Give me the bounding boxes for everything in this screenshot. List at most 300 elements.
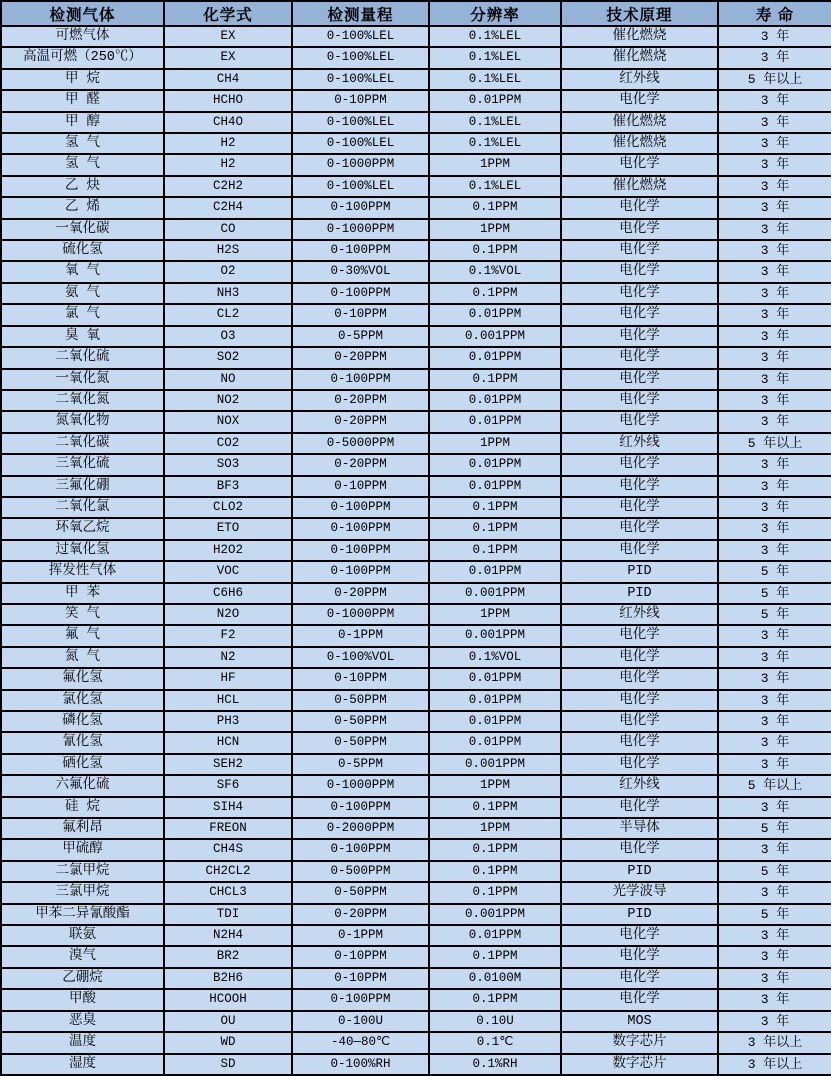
cell-range: 0-1000PPM: [292, 604, 429, 625]
cell-resolution: 1PPM: [429, 433, 561, 454]
cell-principle: 电化学: [561, 797, 718, 818]
cell-formula: PH3: [164, 711, 292, 732]
cell-resolution: 0.10U: [429, 1011, 561, 1032]
cell-principle: 催化燃烧: [561, 112, 718, 133]
cell-gas: 三氯甲烷: [1, 882, 164, 903]
cell-lifespan: 5 年: [718, 604, 831, 625]
cell-gas: 一氧化氮: [1, 369, 164, 390]
cell-range: 0-10PPM: [292, 304, 429, 325]
cell-formula: CH4S: [164, 839, 292, 860]
table-row: [1, 882, 831, 903]
table-row: [1, 219, 831, 240]
cell-range: 0-20PPM: [292, 411, 429, 432]
cell-lifespan: 3 年: [718, 304, 831, 325]
cell-lifespan: 3 年以上: [718, 1054, 831, 1075]
cell-lifespan: 5 年以上: [718, 69, 831, 90]
cell-formula: C2H2: [164, 176, 292, 197]
cell-lifespan: 3 年: [718, 882, 831, 903]
cell-resolution: 0.1PPM: [429, 540, 561, 561]
cell-formula: SEH2: [164, 754, 292, 775]
cell-lifespan: 3 年: [718, 946, 831, 967]
cell-principle: 电化学: [561, 754, 718, 775]
cell-principle: 催化燃烧: [561, 26, 718, 47]
cell-formula: N2O: [164, 604, 292, 625]
cell-resolution: 0.1%LEL: [429, 47, 561, 68]
cell-lifespan: 3 年: [718, 133, 831, 154]
cell-range: 0-100PPM: [292, 518, 429, 539]
cell-range: 0-100U: [292, 1011, 429, 1032]
cell-range: 0-2000PPM: [292, 818, 429, 839]
cell-gas: 硅 烷: [1, 797, 164, 818]
cell-range: 0-10PPM: [292, 968, 429, 989]
cell-lifespan: 5 年以上: [718, 433, 831, 454]
cell-formula: O2: [164, 261, 292, 282]
cell-formula: VOC: [164, 561, 292, 582]
cell-principle: 电化学: [561, 219, 718, 240]
cell-lifespan: 3 年: [718, 347, 831, 368]
cell-principle: 电化学: [561, 390, 718, 411]
table-row: [1, 369, 831, 390]
table-row: [1, 240, 831, 261]
cell-lifespan: 3 年: [718, 989, 831, 1010]
cell-gas: 联氨: [1, 925, 164, 946]
table-row: [1, 540, 831, 561]
cell-resolution: 0.01PPM: [429, 454, 561, 475]
cell-range: 0-100PPM: [292, 240, 429, 261]
cell-principle: 电化学: [561, 518, 718, 539]
cell-principle: 电化学: [561, 647, 718, 668]
cell-gas: 高温可燃（250℃）: [1, 47, 164, 68]
cell-principle: 电化学: [561, 711, 718, 732]
cell-lifespan: 3 年: [718, 176, 831, 197]
cell-resolution: 0.1%LEL: [429, 26, 561, 47]
cell-gas: 甲 醇: [1, 112, 164, 133]
cell-formula: C6H6: [164, 583, 292, 604]
cell-resolution: 1PPM: [429, 604, 561, 625]
cell-resolution: 0.1%RH: [429, 1054, 561, 1075]
cell-formula: CO2: [164, 433, 292, 454]
cell-lifespan: 3 年: [718, 754, 831, 775]
cell-range: 0-100%LEL: [292, 26, 429, 47]
cell-resolution: 0.001PPM: [429, 583, 561, 604]
cell-resolution: 0.1PPM: [429, 518, 561, 539]
cell-principle: 数字芯片: [561, 1054, 718, 1075]
cell-formula: EX: [164, 47, 292, 68]
cell-gas: 氰化氢: [1, 732, 164, 753]
cell-formula: SIH4: [164, 797, 292, 818]
cell-resolution: 1PPM: [429, 818, 561, 839]
cell-gas: 溴气: [1, 946, 164, 967]
cell-lifespan: 3 年: [718, 711, 831, 732]
cell-gas: 氨 气: [1, 283, 164, 304]
cell-principle: PID: [561, 861, 718, 882]
cell-formula: BR2: [164, 946, 292, 967]
cell-formula: FREON: [164, 818, 292, 839]
cell-resolution: 0.01PPM: [429, 561, 561, 582]
cell-principle: 电化学: [561, 261, 718, 282]
header-row: [1, 1, 831, 26]
cell-lifespan: 3 年: [718, 112, 831, 133]
cell-principle: 电化学: [561, 690, 718, 711]
cell-resolution: 0.1%LEL: [429, 69, 561, 90]
cell-lifespan: 3 年: [718, 540, 831, 561]
cell-lifespan: 3 年: [718, 732, 831, 753]
cell-gas: 氯 气: [1, 304, 164, 325]
cell-formula: CH4: [164, 69, 292, 90]
cell-resolution: 0.01PPM: [429, 732, 561, 753]
cell-formula: HCOOH: [164, 989, 292, 1010]
cell-lifespan: 3 年: [718, 26, 831, 47]
cell-range: 0-100%LEL: [292, 133, 429, 154]
cell-gas: 甲苯二异氰酸酯: [1, 904, 164, 925]
cell-resolution: 0.01PPM: [429, 304, 561, 325]
cell-gas: 磷化氢: [1, 711, 164, 732]
table-row: [1, 625, 831, 646]
cell-principle: PID: [561, 904, 718, 925]
cell-resolution: 0.1PPM: [429, 861, 561, 882]
cell-lifespan: 5 年: [718, 904, 831, 925]
cell-gas: 三氟化硼: [1, 476, 164, 497]
table-row: [1, 476, 831, 497]
cell-formula: NOX: [164, 411, 292, 432]
cell-resolution: 0.001PPM: [429, 754, 561, 775]
cell-range: 0-1000PPM: [292, 154, 429, 175]
cell-formula: CHCL3: [164, 882, 292, 903]
table-row: [1, 754, 831, 775]
cell-resolution: 0.1%LEL: [429, 133, 561, 154]
cell-gas: 氢 气: [1, 154, 164, 175]
cell-formula: CH2CL2: [164, 861, 292, 882]
cell-lifespan: 5 年: [718, 561, 831, 582]
cell-principle: MOS: [561, 1011, 718, 1032]
cell-formula: EX: [164, 26, 292, 47]
cell-range: 0-100PPM: [292, 989, 429, 1010]
cell-principle: 红外线: [561, 433, 718, 454]
column-header-range: 检测量程: [292, 1, 429, 26]
cell-gas: 硒化氢: [1, 754, 164, 775]
cell-resolution: 0.1PPM: [429, 197, 561, 218]
table-row: [1, 711, 831, 732]
column-header-principle: 技术原理: [561, 1, 718, 26]
cell-resolution: 1PPM: [429, 154, 561, 175]
cell-principle: 催化燃烧: [561, 133, 718, 154]
cell-formula: C2H4: [164, 197, 292, 218]
cell-range: 0-100PPM: [292, 839, 429, 860]
cell-principle: 电化学: [561, 989, 718, 1010]
table-row: [1, 690, 831, 711]
cell-range: 0-5PPM: [292, 754, 429, 775]
cell-resolution: 0.01PPM: [429, 711, 561, 732]
cell-principle: 红外线: [561, 604, 718, 625]
cell-principle: 电化学: [561, 240, 718, 261]
cell-lifespan: 3 年: [718, 369, 831, 390]
cell-range: 0-20PPM: [292, 347, 429, 368]
cell-range: 0-50PPM: [292, 732, 429, 753]
cell-principle: 电化学: [561, 197, 718, 218]
cell-lifespan: 3 年: [718, 476, 831, 497]
cell-lifespan: 3 年: [718, 625, 831, 646]
cell-principle: 数字芯片: [561, 1032, 718, 1053]
cell-principle: 红外线: [561, 69, 718, 90]
cell-lifespan: 3 年: [718, 925, 831, 946]
cell-gas: 二氧化碳: [1, 433, 164, 454]
cell-lifespan: 5 年: [718, 861, 831, 882]
cell-resolution: 0.1PPM: [429, 240, 561, 261]
cell-lifespan: 5 年以上: [718, 775, 831, 796]
cell-resolution: 0.1PPM: [429, 989, 561, 1010]
cell-formula: OU: [164, 1011, 292, 1032]
cell-range: 0-100PPM: [292, 197, 429, 218]
cell-formula: N2: [164, 647, 292, 668]
cell-principle: 电化学: [561, 411, 718, 432]
cell-principle: PID: [561, 561, 718, 582]
table-row: [1, 304, 831, 325]
cell-range: 0-100%LEL: [292, 47, 429, 68]
cell-gas: 甲硫醇: [1, 839, 164, 860]
table-row: [1, 154, 831, 175]
cell-range: 0-100PPM: [292, 540, 429, 561]
cell-resolution: 0.1℃: [429, 1032, 561, 1053]
cell-gas: 湿度: [1, 1054, 164, 1075]
column-header-lifespan: 寿 命: [718, 1, 831, 26]
table-row: [1, 433, 831, 454]
cell-range: 0-20PPM: [292, 390, 429, 411]
table-row: [1, 390, 831, 411]
table-row: [1, 497, 831, 518]
cell-resolution: 1PPM: [429, 775, 561, 796]
cell-range: 0-1PPM: [292, 625, 429, 646]
cell-formula: O3: [164, 326, 292, 347]
table-row: [1, 261, 831, 282]
cell-range: 0-10PPM: [292, 946, 429, 967]
cell-gas: 氟 气: [1, 625, 164, 646]
cell-range: 0-100PPM: [292, 561, 429, 582]
cell-resolution: 0.001PPM: [429, 904, 561, 925]
cell-lifespan: 5 年: [718, 818, 831, 839]
cell-lifespan: 3 年: [718, 968, 831, 989]
cell-lifespan: 3 年: [718, 1011, 831, 1032]
cell-resolution: 1PPM: [429, 219, 561, 240]
cell-resolution: 0.01PPM: [429, 690, 561, 711]
table-row: [1, 69, 831, 90]
cell-gas: 甲 苯: [1, 583, 164, 604]
cell-range: 0-5PPM: [292, 326, 429, 347]
column-header-resolution: 分辨率: [429, 1, 561, 26]
table-row: [1, 818, 831, 839]
table-row: [1, 176, 831, 197]
table-row: [1, 604, 831, 625]
cell-range: 0-100PPM: [292, 797, 429, 818]
cell-range: 0-50PPM: [292, 882, 429, 903]
cell-range: 0-30%VOL: [292, 261, 429, 282]
cell-gas: 甲 烷: [1, 69, 164, 90]
cell-formula: WD: [164, 1032, 292, 1053]
cell-gas: 温度: [1, 1032, 164, 1053]
cell-gas: 笑 气: [1, 604, 164, 625]
cell-resolution: 0.01PPM: [429, 90, 561, 111]
cell-lifespan: 3 年: [718, 261, 831, 282]
cell-formula: SO3: [164, 454, 292, 475]
cell-formula: H2: [164, 154, 292, 175]
cell-principle: 电化学: [561, 283, 718, 304]
cell-lifespan: 3 年: [718, 797, 831, 818]
cell-resolution: 0.1PPM: [429, 946, 561, 967]
cell-principle: 电化学: [561, 154, 718, 175]
cell-resolution: 0.01PPM: [429, 347, 561, 368]
cell-resolution: 0.01PPM: [429, 925, 561, 946]
table-row: [1, 904, 831, 925]
table-row: [1, 968, 831, 989]
table-row: [1, 839, 831, 860]
cell-gas: 氧 气: [1, 261, 164, 282]
cell-lifespan: 3 年: [718, 326, 831, 347]
table-row: [1, 925, 831, 946]
cell-formula: NH3: [164, 283, 292, 304]
table-row: [1, 583, 831, 604]
cell-principle: 电化学: [561, 326, 718, 347]
cell-resolution: 0.1%VOL: [429, 261, 561, 282]
cell-resolution: 0.01PPM: [429, 411, 561, 432]
cell-principle: PID: [561, 583, 718, 604]
cell-formula: ETO: [164, 518, 292, 539]
cell-gas: 一氧化碳: [1, 219, 164, 240]
cell-principle: 电化学: [561, 946, 718, 967]
cell-range: -40—80℃: [292, 1032, 429, 1053]
cell-lifespan: 3 年以上: [718, 1032, 831, 1053]
cell-range: 0-1000PPM: [292, 775, 429, 796]
table-row: [1, 283, 831, 304]
cell-gas: 氮 气: [1, 647, 164, 668]
cell-lifespan: 3 年: [718, 154, 831, 175]
cell-gas: 恶臭: [1, 1011, 164, 1032]
cell-lifespan: 3 年: [718, 497, 831, 518]
cell-gas: 六氟化硫: [1, 775, 164, 796]
cell-gas: 二氧化氯: [1, 497, 164, 518]
cell-principle: 电化学: [561, 476, 718, 497]
cell-resolution: 0.0100M: [429, 968, 561, 989]
cell-principle: 红外线: [561, 775, 718, 796]
cell-gas: 甲 醛: [1, 90, 164, 111]
cell-resolution: 0.01PPM: [429, 390, 561, 411]
table-row: [1, 411, 831, 432]
cell-formula: TDI: [164, 904, 292, 925]
cell-range: 0-50PPM: [292, 711, 429, 732]
table-row: [1, 797, 831, 818]
cell-lifespan: 3 年: [718, 647, 831, 668]
cell-formula: H2S: [164, 240, 292, 261]
cell-principle: 电化学: [561, 839, 718, 860]
cell-formula: BF3: [164, 476, 292, 497]
table-row: [1, 518, 831, 539]
cell-principle: 电化学: [561, 347, 718, 368]
table-row: [1, 454, 831, 475]
cell-range: 0-10PPM: [292, 476, 429, 497]
cell-lifespan: 3 年: [718, 240, 831, 261]
cell-resolution: 0.1PPM: [429, 882, 561, 903]
cell-range: 0-100%RH: [292, 1054, 429, 1075]
cell-lifespan: 3 年: [718, 197, 831, 218]
table-row: [1, 197, 831, 218]
cell-lifespan: 3 年: [718, 47, 831, 68]
cell-gas: 挥发性气体: [1, 561, 164, 582]
cell-principle: 电化学: [561, 304, 718, 325]
cell-principle: 电化学: [561, 732, 718, 753]
cell-range: 0-100PPM: [292, 283, 429, 304]
cell-resolution: 0.001PPM: [429, 625, 561, 646]
cell-formula: F2: [164, 625, 292, 646]
cell-formula: N2H4: [164, 925, 292, 946]
table-row: [1, 861, 831, 882]
cell-formula: NO2: [164, 390, 292, 411]
cell-gas: 乙 烯: [1, 197, 164, 218]
cell-formula: HCHO: [164, 90, 292, 111]
cell-formula: HCN: [164, 732, 292, 753]
cell-formula: CO: [164, 219, 292, 240]
table-body: [1, 26, 831, 1075]
cell-formula: H2: [164, 133, 292, 154]
cell-range: 0-100PPM: [292, 369, 429, 390]
cell-resolution: 0.1PPM: [429, 839, 561, 860]
cell-range: 0-5000PPM: [292, 433, 429, 454]
cell-principle: 催化燃烧: [561, 176, 718, 197]
cell-principle: 电化学: [561, 497, 718, 518]
cell-gas: 氟利昂: [1, 818, 164, 839]
cell-range: 0-100%VOL: [292, 647, 429, 668]
cell-gas: 氢 气: [1, 133, 164, 154]
cell-range: 0-20PPM: [292, 583, 429, 604]
cell-range: 0-1PPM: [292, 925, 429, 946]
cell-principle: 半导体: [561, 818, 718, 839]
cell-formula: B2H6: [164, 968, 292, 989]
table-row: [1, 561, 831, 582]
table-row: [1, 647, 831, 668]
cell-principle: 电化学: [561, 369, 718, 390]
table-row: [1, 47, 831, 68]
cell-gas: 过氧化氢: [1, 540, 164, 561]
cell-gas: 硫化氢: [1, 240, 164, 261]
cell-resolution: 0.1PPM: [429, 283, 561, 304]
cell-gas: 二氯甲烷: [1, 861, 164, 882]
cell-formula: CL2: [164, 304, 292, 325]
column-header-gas: 检测气体: [1, 1, 164, 26]
cell-range: 0-1000PPM: [292, 219, 429, 240]
cell-principle: 催化燃烧: [561, 47, 718, 68]
cell-gas: 环氧乙烷: [1, 518, 164, 539]
table-row: [1, 1032, 831, 1053]
cell-lifespan: 3 年: [718, 390, 831, 411]
cell-formula: SO2: [164, 347, 292, 368]
table-row: [1, 732, 831, 753]
cell-formula: HF: [164, 668, 292, 689]
cell-gas: 二氧化氮: [1, 390, 164, 411]
table-row: [1, 1054, 831, 1075]
cell-lifespan: 5 年: [718, 583, 831, 604]
cell-range: 0-100PPM: [292, 497, 429, 518]
cell-principle: 电化学: [561, 925, 718, 946]
table-row: [1, 989, 831, 1010]
cell-lifespan: 3 年: [718, 411, 831, 432]
column-header-formula: 化学式: [164, 1, 292, 26]
cell-resolution: 0.1%LEL: [429, 176, 561, 197]
cell-range: 0-20PPM: [292, 454, 429, 475]
cell-principle: 电化学: [561, 625, 718, 646]
cell-resolution: 0.1%VOL: [429, 647, 561, 668]
cell-principle: 电化学: [561, 90, 718, 111]
cell-principle: 电化学: [561, 454, 718, 475]
cell-range: 0-500PPM: [292, 861, 429, 882]
cell-range: 0-100%LEL: [292, 176, 429, 197]
cell-lifespan: 3 年: [718, 518, 831, 539]
